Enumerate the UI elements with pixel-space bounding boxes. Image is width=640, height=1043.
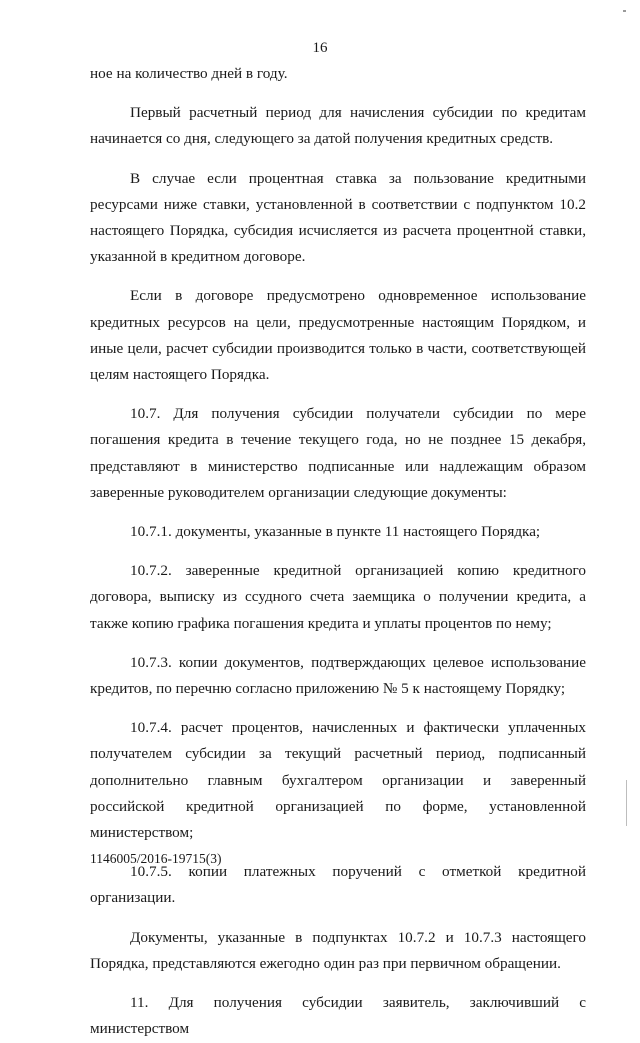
clause-10-7-3: 10.7.3. копии документов, подтверждающих целевое использование кредитов, по перечню согласно приложению № 5 к настоящему Порядку; bbox=[90, 653, 586, 698]
clause-10-7-2: 10.7.2. заверенные кредитной организацией копию кредитного договора, выписку из ссудного счета заемщика о получении кредита, а также копию графика погашения кредита и уплаты процентов по нему; bbox=[90, 562, 586, 632]
clause-10-7: 10.7. Для получения субсидии получатели субсидии по мере погашения кредита в течение текущего года, но не позднее 15 декабря, представляют в министерство подписанные или надлежащим образом заверенные руководителем организации следующие документы: bbox=[90, 405, 586, 501]
page-number: 16 bbox=[312, 40, 328, 56]
clause-10-7-1: 10.7.1. документы, указанные в пункте 11 настоящего Порядка; bbox=[130, 523, 541, 541]
scan-artifact-dot bbox=[623, 10, 626, 12]
paragraph-continuation: ное на количество дней в году. bbox=[90, 65, 288, 82]
paragraph-documents-annual: Документы, указанные в подпунктах 10.7.2 и 10.7.3 настоящего Порядка, представляются ежегодно один раз при первичном обращении. bbox=[90, 928, 586, 972]
paragraph-first-period: Первый расчетный период для начисления субсидии по кредитам начинается со дня, следующего за датой получения кредитных средств. bbox=[90, 104, 586, 148]
clause-11: 11. Для получения субсидии заявитель, заключивший с министерством bbox=[90, 994, 586, 1038]
document-body bbox=[90, 61, 586, 1043]
paragraph-rate-below: В случае если процентная ставка за пользование кредитными ресурсами ниже ставки, установленной в соответствии с подпунктом 10.2 настоящего Порядка, субсидия исчисляется из расчета процентной ставки, указанной в кредитном договоре. bbox=[90, 169, 586, 266]
scan-artifact-line bbox=[626, 780, 627, 826]
document-code: 1146005/2016-19715(3) bbox=[90, 851, 222, 866]
paragraph-mixed-use: Если в договоре предусмотрено одновременное использование кредитных ресурсов на цели, предусмотренные настоящим Порядком, и иные цели, расчет субсидии производится только в части, соответствующей целям настоящего Порядка. bbox=[90, 287, 586, 384]
clause-10-7-5: 10.7.5. копии платежных поручений с отметкой кредитной организации. bbox=[90, 863, 586, 907]
clause-10-7-4: 10.7.4. расчет процентов, начисленных и фактически уплаченных получателем субсидии за текущий расчетный период, подписанный дополнительно главным бухгалтером организации и заверенный российской кредитной организацией по форме, установленной министерством; bbox=[90, 719, 586, 842]
